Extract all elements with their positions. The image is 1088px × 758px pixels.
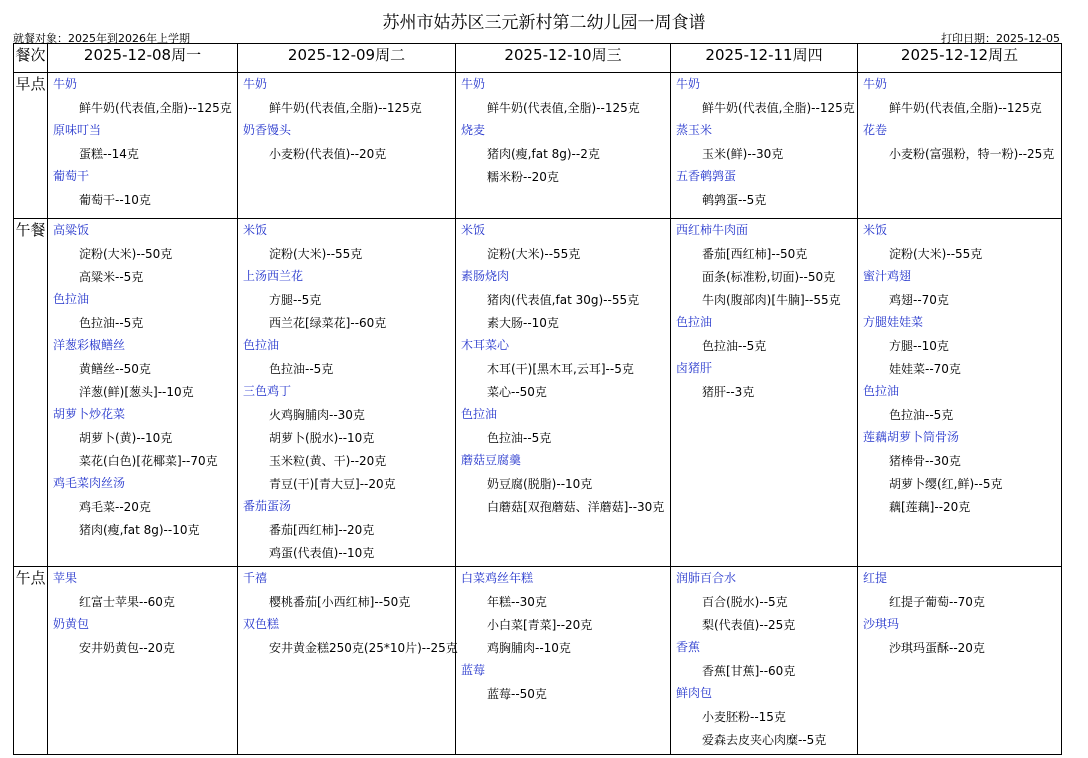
ingredient-item: 安井黄金糕250克(25*10片)--25克: [269, 641, 458, 655]
dish-name: 色拉油: [461, 407, 498, 421]
menu-cell-thu: [671, 567, 858, 755]
dish-name: 西红柿牛肉面: [676, 223, 749, 237]
dish-name: 素肠烧肉: [461, 269, 510, 283]
ingredient-item: 牛肉(腹部肉)[牛腩]--55克: [702, 293, 841, 307]
menu-cell-tue: [238, 567, 456, 755]
ingredient-item: 玉米粒(黄、干)--20克: [269, 454, 387, 468]
dish-name: 牛奶: [243, 77, 268, 91]
dish-name: 花卷: [863, 123, 888, 137]
ingredient-item: 葡萄干--10克: [79, 193, 151, 207]
ingredient-item: 蛋糕--14克: [79, 147, 139, 161]
ingredient-item: 红提子葡萄--70克: [889, 595, 985, 609]
dish-name: 蘑菇豆腐羹: [461, 453, 522, 467]
day-header-tue: 2025-12-09周二: [238, 44, 456, 73]
dish-name: 米饭: [863, 223, 888, 237]
ingredient-item: 鹌鹑蛋--5克: [702, 193, 767, 207]
dish-name: 番茄蛋汤: [243, 499, 292, 513]
ingredient-item: 奶豆腐(脱脂)--10克: [487, 477, 593, 491]
dish-name: 奶香馒头: [243, 123, 292, 137]
ingredient-item: 玉米(鲜)--30克: [702, 147, 784, 161]
menu-cell-fri: [858, 73, 1062, 219]
ingredient-item: 黄鳝丝--50克: [79, 362, 151, 376]
ingredient-item: 木耳(干)[黑木耳,云耳]--5克: [487, 362, 634, 376]
ingredient-item: 鸡翅--70克: [889, 293, 949, 307]
dish-name: 蒸玉米: [676, 123, 713, 137]
meal-label: 午点: [14, 567, 48, 755]
ingredient-item: 小麦粉(富强粉，特一粉)--25克: [889, 147, 1055, 161]
ingredient-item: 淀粉(大米)--50克: [79, 247, 173, 261]
meal-label: 早点: [14, 73, 48, 219]
ingredient-item: 胡萝卜(脱水)--10克: [269, 431, 375, 445]
ingredient-item: 鸡毛菜--20克: [79, 500, 151, 514]
dish-name: 方腿娃娃菜: [863, 315, 924, 329]
menu-cell-tue: [238, 219, 456, 567]
print-date: 打印日期：2025-12-05: [941, 32, 1060, 45]
ingredient-item: 方腿--10克: [889, 339, 949, 353]
ingredient-item: 鲜牛奶(代表值,全脂)--125克: [702, 101, 855, 115]
ingredient-item: 小麦粉(代表值)--20克: [269, 147, 387, 161]
ingredient-item: 香蕉[甘蕉]--60克: [702, 664, 796, 678]
ingredient-item: 番茄[西红柿]--50克: [702, 247, 808, 261]
dish-name: 高粱饭: [53, 223, 90, 237]
dish-name: 牛奶: [53, 77, 78, 91]
menu-cell-wed: [456, 567, 671, 755]
dish-name: 色拉油: [243, 338, 280, 352]
ingredient-item: 樱桃番茄[小西红柿]--50克: [269, 595, 411, 609]
ingredient-item: 蓝莓--50克: [487, 687, 547, 701]
dish-name: 牛奶: [676, 77, 701, 91]
menu-cell-tue: [238, 73, 456, 219]
corner-label: 餐次: [14, 44, 48, 73]
target-label: 就餐对象：2025年到2026年上学期: [13, 32, 190, 45]
dish-name: 葡萄干: [53, 169, 90, 183]
ingredient-item: 方腿--5克: [269, 293, 322, 307]
dish-name: 原味叮当: [53, 123, 102, 137]
day-header-fri: 2025-12-12周五: [858, 44, 1062, 73]
ingredient-item: 沙琪玛蛋酥--20克: [889, 641, 985, 655]
dish-name: 三色鸡丁: [243, 384, 292, 398]
ingredient-item: 色拉油--5克: [269, 362, 334, 376]
menu-cell-fri: [858, 219, 1062, 567]
ingredient-item: 面条(标准粉,切面)--50克: [702, 270, 836, 284]
menu-cell-thu: [671, 73, 858, 219]
dish-name: 苹果: [53, 571, 78, 585]
dish-name: 蜜汁鸡翅: [863, 269, 912, 283]
ingredient-item: 洋葱(鲜)[葱头]--10克: [79, 385, 194, 399]
ingredient-item: 糯米粉--20克: [487, 170, 559, 184]
dish-name: 牛奶: [863, 77, 888, 91]
dish-name: 卤猪肝: [676, 361, 713, 375]
ingredient-item: 白蘑菇[双孢蘑菇、洋蘑菇]--30克: [487, 500, 665, 514]
ingredient-item: 小麦胚粉--15克: [702, 710, 786, 724]
header-row: [14, 44, 1062, 73]
ingredient-item: 小白菜[青菜]--20克: [487, 618, 593, 632]
ingredient-item: 年糕--30克: [487, 595, 547, 609]
dish-name: 米饭: [461, 223, 486, 237]
dish-name: 色拉油: [676, 315, 713, 329]
day-header-thu: 2025-12-11周四: [671, 44, 858, 73]
dish-name: 蓝莓: [461, 663, 486, 677]
dish-name: 牛奶: [461, 77, 486, 91]
ingredient-item: 胡萝卜缨(红,鲜)--5克: [889, 477, 1003, 491]
ingredient-item: 素大肠--10克: [487, 316, 559, 330]
dish-name: 润肺百合水: [676, 571, 737, 585]
ingredient-item: 淀粉(大米)--55克: [487, 247, 581, 261]
dish-name: 色拉油: [863, 384, 900, 398]
ingredient-item: 高粱米--5克: [79, 270, 144, 284]
ingredient-item: 鲜牛奶(代表值,全脂)--125克: [889, 101, 1042, 115]
ingredient-item: 猪肉(瘦,fat 8g)--2克: [487, 147, 600, 161]
day-header-wed: 2025-12-10周三: [456, 44, 671, 73]
ingredient-item: 色拉油--5克: [702, 339, 767, 353]
ingredient-item: 猪棒骨--30克: [889, 454, 961, 468]
day-header-mon: 2025-12-08周一: [48, 44, 238, 73]
ingredient-item: 淀粉(大米)--55克: [889, 247, 983, 261]
dish-name: 红提: [863, 571, 888, 585]
ingredient-item: 胡萝卜(黄)--10克: [79, 431, 173, 445]
menu-cell-thu: [671, 219, 858, 567]
ingredient-item: 猪肉(瘦,fat 8g)--10克: [79, 523, 200, 537]
ingredient-item: 猪肝--3克: [702, 385, 755, 399]
dish-name: 米饭: [243, 223, 268, 237]
dish-name: 香蕉: [676, 640, 701, 654]
meal-label: 午餐: [14, 219, 48, 567]
ingredient-item: 菜花(白色)[花椰菜]--70克: [79, 454, 218, 468]
dish-name: 上汤西兰花: [243, 269, 304, 283]
dish-name: 鸡毛菜肉丝汤: [53, 476, 126, 490]
menu-cell-mon: [48, 567, 238, 755]
dish-name: 千禧: [243, 571, 268, 585]
dish-name: 五香鹌鹑蛋: [676, 169, 737, 183]
page-title: 苏州市姑苏区三元新村第二幼儿园一周食谱: [382, 13, 706, 33]
ingredient-item: 藕[莲藕]--20克: [889, 500, 971, 514]
ingredient-item: 鲜牛奶(代表值,全脂)--125克: [79, 101, 232, 115]
ingredient-item: 番茄[西红柿]--20克: [269, 523, 375, 537]
dish-name: 木耳菜心: [461, 338, 510, 352]
ingredient-item: 色拉油--5克: [487, 431, 552, 445]
ingredient-item: 淀粉(大米)--55克: [269, 247, 363, 261]
ingredient-item: 青豆(干)[青大豆]--20克: [269, 477, 396, 491]
menu-cell-mon: [48, 73, 238, 219]
menu-cell-wed: [456, 73, 671, 219]
meal-row: [14, 567, 1062, 755]
ingredient-item: 鸡胸脯肉--10克: [487, 641, 571, 655]
ingredient-item: 鲜牛奶(代表值,全脂)--125克: [487, 101, 640, 115]
menu-cell-wed: [456, 219, 671, 567]
dish-name: 胡萝卜炒花菜: [53, 407, 126, 421]
dish-name: 烧麦: [461, 123, 486, 137]
ingredient-item: 火鸡胸脯肉--30克: [269, 408, 365, 422]
dish-name: 奶黄包: [53, 617, 90, 631]
ingredient-item: 色拉油--5克: [889, 408, 954, 422]
menu-table: [13, 43, 1062, 755]
ingredient-item: 娃娃菜--70克: [889, 362, 961, 376]
meal-row: [14, 73, 1062, 219]
dish-name: 洋葱彩椒鳝丝: [53, 338, 126, 352]
ingredient-item: 鲜牛奶(代表值,全脂)--125克: [269, 101, 422, 115]
dish-name: 沙琪玛: [863, 617, 900, 631]
ingredient-item: 爱森去皮夹心肉糜--5克: [702, 733, 827, 747]
dish-name: 双色糕: [243, 617, 280, 631]
ingredient-item: 梨(代表值)--25克: [702, 618, 796, 632]
meal-row: [14, 219, 1062, 567]
dish-name: 鲜肉包: [676, 686, 713, 700]
dish-name: 莲藕胡萝卜筒骨汤: [863, 430, 960, 444]
ingredient-item: 安井奶黄包--20克: [79, 641, 175, 655]
ingredient-item: 百合(脱水)--5克: [702, 595, 788, 609]
menu-cell-mon: [48, 219, 238, 567]
ingredient-item: 色拉油--5克: [79, 316, 144, 330]
ingredient-item: 西兰花[绿菜花]--60克: [269, 316, 387, 330]
dish-name: 白菜鸡丝年糕: [461, 571, 534, 585]
ingredient-item: 菜心--50克: [487, 385, 547, 399]
dish-name: 色拉油: [53, 292, 90, 306]
ingredient-item: 猪肉(代表值,fat 30g)--55克: [487, 293, 640, 307]
ingredient-item: 鸡蛋(代表值)--10克: [269, 546, 375, 560]
ingredient-item: 红富士苹果--60克: [79, 595, 175, 609]
menu-cell-fri: [858, 567, 1062, 755]
